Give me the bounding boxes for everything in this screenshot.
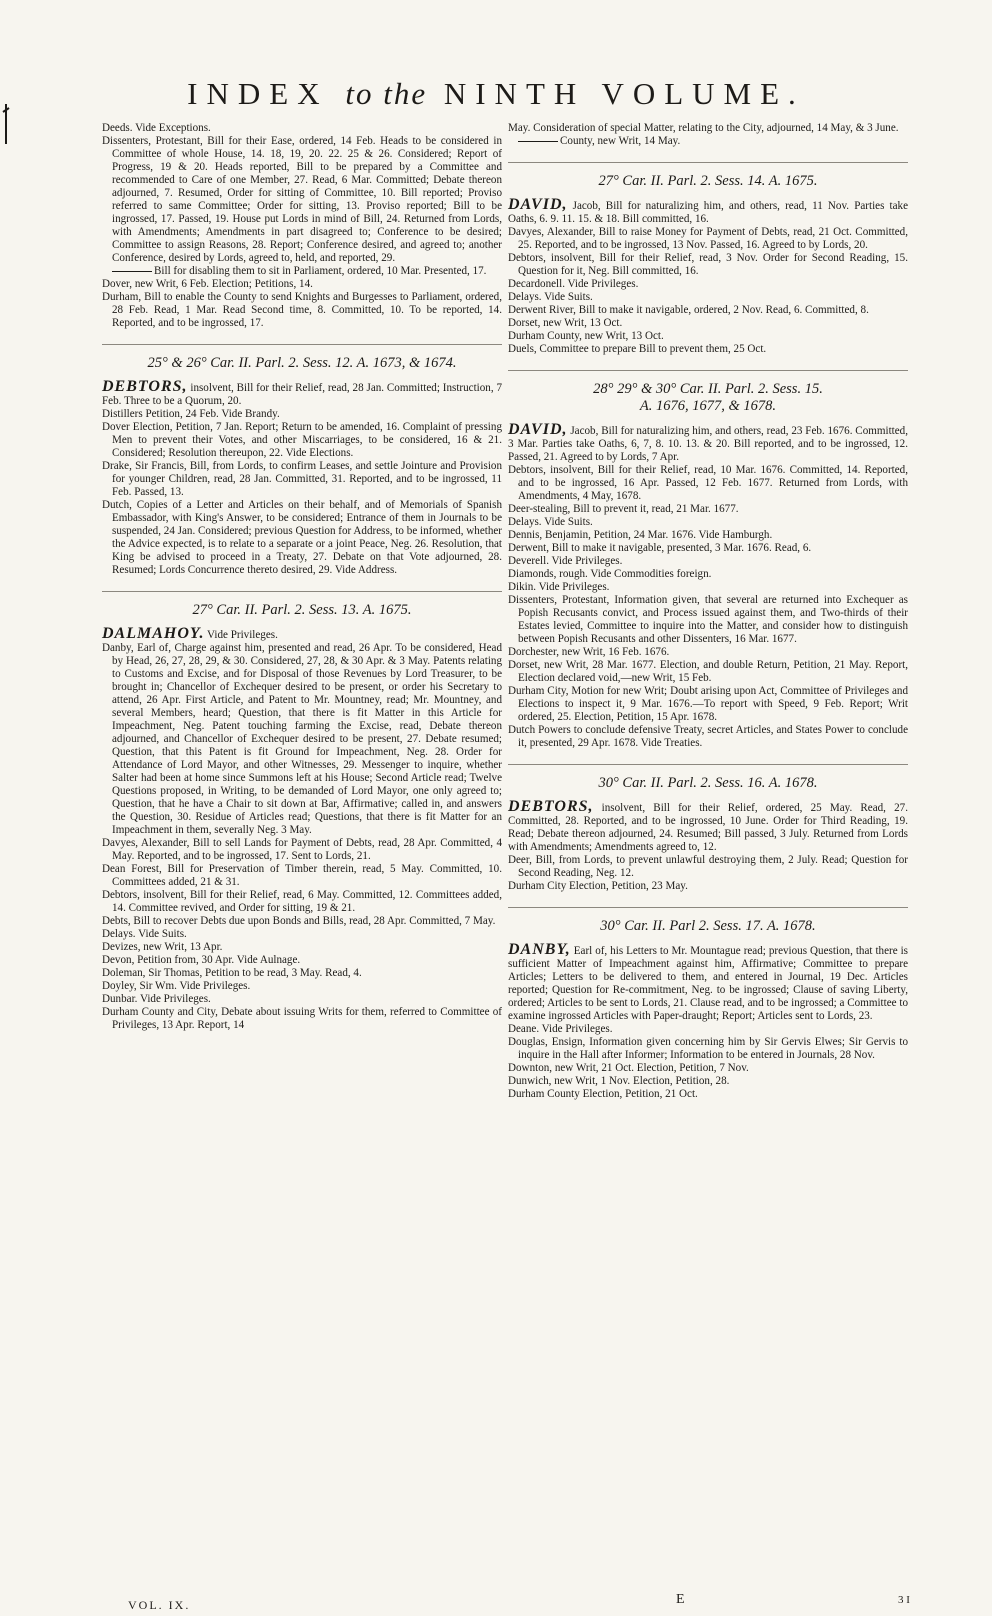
- index-entry: Delays. Vide Suits.: [102, 928, 187, 940]
- session-heading: 25° & 26° Car. II. Parl. 2. Sess. 12. A. 1673, & 1674.: [102, 344, 502, 372]
- index-entry: Duels, Committee to prepare Bill to prevent them, 25 Oct.: [508, 343, 767, 355]
- entry-text: insolvent, Bill for their Relief, ordered, 25 May. Read, 27. Committed, 28. Reported, and to be ingrossed, 10 June. Order for Third Reading, 19. Read; Debate thereon adjourned, 24. Resumed; Bill passed, 3 July. Returned from Lords with Amendments; Amendments agreed to, 12.: [508, 802, 908, 853]
- initial-word: DEBTORS,: [508, 798, 594, 815]
- index-entry: Distillers Petition, 24 Feb. Vide Brandy.: [102, 408, 280, 420]
- initial-word: DAVID,: [508, 421, 568, 438]
- index-entry: [102, 627, 502, 642]
- index-entry: Deane. Vide Privileges.: [508, 1023, 613, 1035]
- index-entry: Durham City Election, Petition, 23 May.: [508, 880, 688, 892]
- index-entry: Devon, Petition from, 30 Apr. Vide Aulnage.: [102, 954, 301, 966]
- session-heading-line2: A. 1676, 1677, & 1678.: [639, 398, 777, 414]
- index-entry: Davyes, Alexander, Bill to sell Lands for Payment of Debts, read, 28 Apr. Committed, 4 May. Reported, and to be ingrossed, 17. Sent to Lords, 21.: [102, 837, 502, 862]
- index-entry: Dunwich, new Writ, 1 Nov. Election, Petition, 28.: [508, 1075, 730, 1087]
- index-entry: Decardonell. Vide Privileges.: [508, 278, 639, 290]
- index-entry: Dutch Powers to conclude defensive Treaty, secret Articles, and States Power to conclude it, presented, 29 Apr. 1678. Vide Treaties.: [508, 724, 908, 749]
- index-entry: [508, 943, 908, 1023]
- session-heading: 27° Car. II. Parl. 2. Sess. 13. A. 1675.: [102, 591, 502, 619]
- left-column: [102, 122, 502, 1032]
- title-main: INDEX: [187, 76, 329, 111]
- index-entry: Dover Election, Petition, 7 Jan. Report; Return to be amended, 16. Complaint of pressing Men to prevent their Votes, and other Miscarriages, to be considered, 16 & 21. Considered; Resolution thereupon, 22. Vide Elections.: [102, 421, 502, 459]
- index-entry: Downton, new Writ, 21 Oct. Election, Petition, 7 Nov.: [508, 1062, 749, 1074]
- index-entry: Deeds. Vide Exceptions.: [102, 122, 211, 134]
- index-entry: Deer-stealing, Bill to prevent it, read, 21 Mar. 1677.: [508, 503, 739, 515]
- index-entry: Dunbar. Vide Privileges.: [102, 993, 211, 1005]
- index-entry: Danby, Earl of, Charge against him, presented and read, 26 Apr. To be considered, Head by Head, 26, 27, 28, 29, & 30. Considered, 27, 28, & 30 Apr. & 3 May. Patents relating to Customs and Excise, and for Disposal of those Revenues by Lord Treasurer, to be brought in; Chancellor of Exchequer desired to be present, or order his Secretary to attend, 26 Apr. First Article, and Patent to Mr. Mountney, read; Mr. Mountney, and several Members, heard; Question, that there is fit Matter in this Article for Impeachment, Neg. Patent touching farming the Excise, read, Debate thereon adjourned, and Chancellor of Exchequer desired to be present, 27. Debate resumed; Question, that this Patent is fit Ground for Impeachment, Neg. 28. Order for Attendance of Lord Mayor, and other Witnesses, 29. Messenger to inquire, whether Salter had been at home since Summons left at his House; Second Article read; Twelve Questions proposed, in Writing, to be demanded of Lord Mayor, one only agreed to; Question, that he have a Chair to sit down at Bar, Affirmative; called in, and answers the Question, 30. Residue of Articles read; Questions, that there is fit Matter for an Impeachment in them, severally Neg. 3 May.: [102, 642, 502, 836]
- index-entry: Durham, Bill to enable the County to send Knights and Burgesses to Parliament, ordered, 28 Feb. Read, 1 Mar. Read Second time, 8. Committed, 10. To be reported, 14. Reported, and to be ingrossed, 17.: [102, 291, 502, 329]
- index-subentry: [518, 135, 908, 148]
- index-entry: Dikin. Vide Privileges.: [508, 581, 610, 593]
- index-entry: Drake, Sir Francis, Bill, from Lords, to confirm Leases, and settle Jointure and Provision for younger Children, read, 28 Jan. Committed, 31. Reported, and to be ingrossed, 11 Feb. Passed, 13.: [102, 460, 502, 498]
- signature-mark: E: [676, 1592, 685, 1607]
- title-to: to the: [345, 76, 428, 111]
- index-entry: Dissenters, Protestant, Information given, that several are returned into Exchequer as Popish Recusants convict, and Process issued against them, and Two-thirds of their Estates levied, Committee to inquire into the Matter, and consider how to distinguish between Popish Recusants and other Dissenters, 16 Mar. 1677.: [508, 594, 908, 645]
- index-entry: Debts, Bill to recover Debts due upon Bonds and Bills, read, 28 Apr. Committed, 7 May.: [102, 915, 496, 927]
- index-entry: Devizes, new Writ, 13 Apr.: [102, 941, 223, 953]
- index-entry: Debtors, insolvent, Bill for their Relief, read, 6 May. Committed, 12. Committees added, 14. Committee revived, and Order for sitting, 19 & 21.: [102, 889, 502, 914]
- index-entry: Douglas, Ensign, Information given concerning him by Sir Gervis Elwes; Sir Gervis to inquire in the Hall after Informer; Information to be entered in Journals, 28 Nov.: [508, 1036, 908, 1061]
- index-entry: Dorset, new Writ, 13 Oct.: [508, 317, 623, 329]
- entry-text: insolvent, Bill for their Relief, read, 28 Jan. Committed; Instruction, 7 Feb. Three to be a Quorum, 20.: [102, 382, 502, 407]
- initial-word: DAVID,: [508, 196, 568, 213]
- index-entry: [508, 198, 908, 226]
- session-heading: 27° Car. II. Parl. 2. Sess. 14. A. 1675.: [508, 162, 908, 190]
- index-entry: Dorset, new Writ, 28 Mar. 1677. Election, and double Return, Petition, 21 May. Report, Election declared void,—new Writ, 15 Feb.: [508, 659, 908, 684]
- index-entry: [508, 423, 908, 464]
- index-entry: [102, 380, 502, 408]
- index-entry: Davyes, Alexander, Bill to raise Money for Payment of Debts, read, 21 Oct. Committed, 25. Reported, and to be ingrossed, 13 Nov. Passed, 16. Agreed to by Lords, 20.: [508, 226, 908, 251]
- index-entry: Deer, Bill, from Lords, to prevent unlawful destroying them, 2 July. Read; Question for Second Reading, Neg. 12.: [508, 854, 908, 879]
- index-entry: Derwent River, Bill to make it navigable, ordered, 2 Nov. Read, 6. Committed, 8.: [508, 304, 869, 316]
- index-entry: Debtors, insolvent, Bill for their Relief, read, 3 Nov. Order for Second Reading, 15. Question for it, Neg. Bill committed, 16.: [508, 252, 908, 277]
- index-entry: Dutch, Copies of a Letter and Articles on their behalf, and of Memorials of Spanish Embassador, with King's Answer, to be considered; Entrance of them in Journals to be suspended, 24 Jan. Considered; previous Question for Address, to be informed, whether the Advice expected, is to relate to a separate or a joint Peace, Neg. 26. Resolution, that King be advised to proceed in a Treaty, 27. Debate on that Vote adjourned, 28. Resumed; Lords Concurrence thereto desired, 29. Vide Address.: [102, 499, 502, 576]
- page-title: [0, 76, 992, 112]
- index-entry: Dover, new Writ, 6 Feb. Election; Petitions, 14.: [102, 278, 313, 290]
- index-entry: Doleman, Sir Thomas, Petition to be read, 3 May. Read, 4.: [102, 967, 362, 979]
- index-entry: Durham County Election, Petition, 21 Oct.: [508, 1088, 698, 1100]
- index-entry: Deverell. Vide Privileges.: [508, 555, 623, 567]
- index-entry: Dissenters, Protestant, Bill for their Ease, ordered, 14 Feb. Heads to be considered in Committee of whole House, 14. 18, 19, 20. 22. 25 & 26. Considered; Report of Progress, 19 & 20. Heads reported, Bill to be prepared by a Committee and recommended to Care of one Member, 27. Read, 6 Mar. Committed; Debate thereon adjourned, 7. Resumed, Order for sitting of Committee, 10. Bill reported; Proviso referred to same Committee; Order for sitting, 13. Proviso reported; Bill to be ingrossed, 17. Passed, 19. House put Lords in mind of Bill, 24. Returned from Lords, with Amendments; Amendments in part disagreed to; Conference to be desired; Committee to assign Reasons, 28. Report; Conference desired, and agreed to; another Conference, desired by Lords, agreed to, held, and reported, 29.: [102, 135, 502, 264]
- index-entry: [508, 800, 908, 854]
- index-entry: Debtors, insolvent, Bill for their Relief, read, 10 Mar. 1676. Committed, 14. Reported, and to be ingrossed, 16 Apr. Passed, 12 Feb. 1677. Returned from Lords, with Amendments, 4 May, 1678.: [508, 464, 908, 502]
- index-entry: Durham City, Motion for new Writ; Doubt arising upon Act, Committee of Privileges and Elections to inspect it, 9 Mar. 1676.—To report with Speed, 9 Feb. Report; Writ ordered, 25. Election, Petition, 15 Apr. 1678.: [508, 685, 908, 723]
- index-entry: Diamonds, rough. Vide Commodities foreign.: [508, 568, 712, 580]
- title-end: NINTH VOLUME.: [443, 76, 805, 111]
- page-number: 3 I: [898, 1594, 910, 1606]
- index-entry: Delays. Vide Suits.: [508, 516, 593, 528]
- index-entry: Dorchester, new Writ, 16 Feb. 1676.: [508, 646, 670, 658]
- session-heading-line1: 28° 29° & 30° Car. II. Parl. 2. Sess. 15.: [593, 381, 823, 397]
- index-entry: Dennis, Benjamin, Petition, 24 Mar. 1676. Vide Hamburgh.: [508, 529, 773, 541]
- session-heading: 30° Car. II. Parl 2. Sess. 17. A. 1678.: [508, 907, 908, 935]
- initial-word: DEBTORS,: [102, 378, 188, 395]
- index-entry: Derwent, Bill to make it navigable, presented, 3 Mar. 1676. Read, 6.: [508, 542, 812, 554]
- volume-label: VOL. IX.: [128, 1598, 191, 1612]
- entry-text: Jacob, Bill for naturalizing him, and others, read, 23 Feb. 1676. Committed, 3 Mar. Parties take Oaths, 6, 7, 8. 10. 13. & 20. Bill reported, and to be ingrossed, 12. Passed, 21. Agreed to by Lords, 7 Apr.: [508, 425, 908, 463]
- index-entry: Doyley, Sir Wm. Vide Privileges.: [102, 980, 251, 992]
- right-column: [508, 122, 908, 1101]
- initial-word: DANBY,: [508, 941, 571, 958]
- ditto-rule: [518, 141, 558, 142]
- entry-text: Vide Privileges.: [204, 629, 278, 641]
- index-entry: Durham County and City, Debate about issuing Writs for them, referred to Committee of Privileges, 13 Apr. Report, 14: [102, 1006, 502, 1031]
- session-heading: [508, 370, 908, 415]
- index-entry: Dean Forest, Bill for Preservation of Timber therein, read, 5 May. Committed, 10. Committees added, 21 & 31.: [102, 863, 502, 888]
- index-subentry: [112, 265, 502, 278]
- ditto-rule: [112, 271, 152, 272]
- index-entry-continued: May. Consideration of special Matter, relating to the City, adjourned, 14 May, & 3 June.: [508, 122, 899, 134]
- index-entry: Delays. Vide Suits.: [508, 291, 593, 303]
- entry-text: Jacob, Bill for naturalizing him, and others, read, 11 Nov. Parties take Oaths, 6. 9. 11. 15. & 18. Bill committed, 16.: [508, 200, 908, 225]
- entry-text: Earl of, his Letters to Mr. Mountague read; previous Question, that there is sufficient Matter of Impeachment against him, Affirmative; Committee to prepare Articles; Letters to be delivered to them, and entered in Journal, 19 Dec. Articles reported; Question for Re-commitment, Neg. to be ingrossed; Clause of saving Liberty, ordered; Articles to be sent to Lords, 21. Clause read, and to be ingrossed; a Committee to examine ingrossed Articles with Paper-draught; Report; Articles sent to Lords, 23.: [508, 945, 908, 1022]
- subentry-text: Bill for disabling them to sit in Parliament, ordered, 10 Mar. Presented, 17.: [154, 265, 487, 277]
- initial-word: DALMAHOY.: [102, 625, 205, 642]
- index-entry: Durham County, new Writ, 13 Oct.: [508, 330, 664, 342]
- session-heading: 30° Car. II. Parl. 2. Sess. 16. A. 1678.: [508, 764, 908, 792]
- subentry-text: County, new Writ, 14 May.: [560, 135, 681, 147]
